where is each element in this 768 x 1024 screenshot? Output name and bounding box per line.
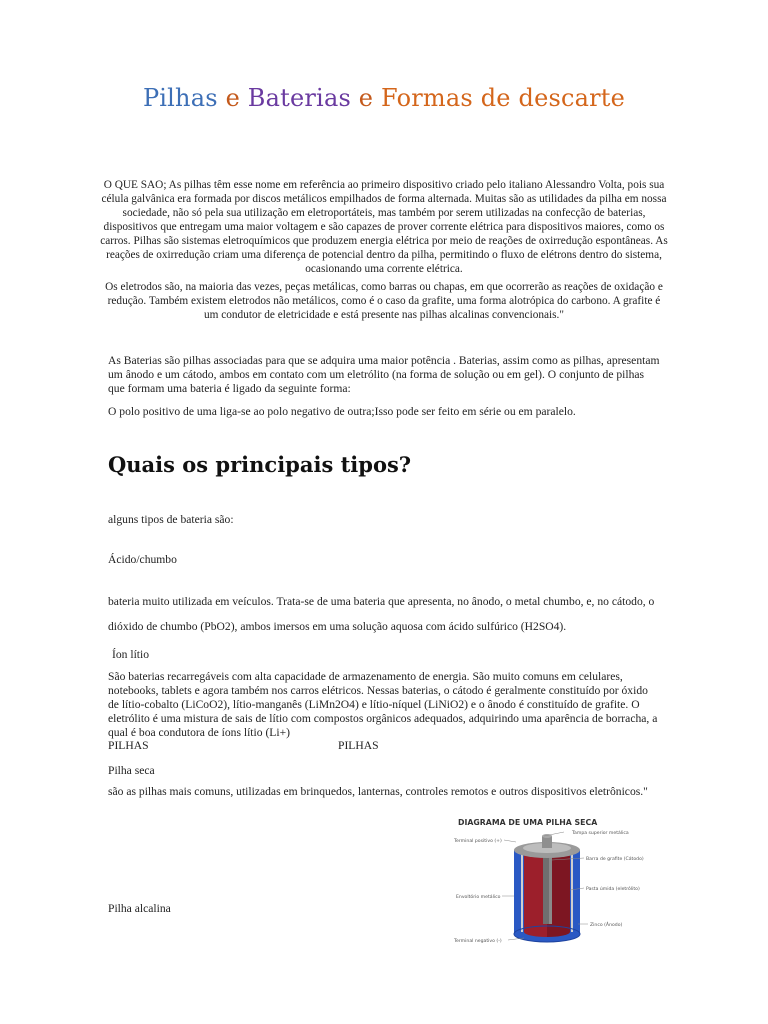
dry-cell-illustration xyxy=(514,834,580,942)
title-part-pilhas: Pilhas xyxy=(142,84,218,112)
title-part-baterias: Baterias xyxy=(247,84,351,112)
acido-text-line2: dióxido de chumbo (PbO2), ambos imersos em uma solução aquosa com ácido sulfúrico (H2SO4). xyxy=(108,620,567,633)
intro-paragraph-2: Os eletrodos são, na maioria das vezes, peças metálicas, como barras ou chapas, em que ocorrerão as reações de oxidação e redução. Também existem eletrodos não metálicos, como é o caso da grafite, uma forma alotrópica do carbono. A grafite é um condutor de eletricidade e está presente nas pilhas alcalinas convencionais." xyxy=(105,281,663,321)
dry-cell-diagram xyxy=(452,812,660,946)
section-heading: Quais os principais tipos? xyxy=(108,452,412,477)
baterias-paragraph: As Baterias são pilhas associadas para que se adquira uma maior potência . Baterias, assim como as pilhas, apresentam um ânodo e um cátodo, ambos em contato com um eletrólito (na forma de solução ou em gel). O conjunto de pilhas que formam uma bateria é ligado da seguinte forma: xyxy=(108,354,660,395)
label-pasta-umida: Pasta úmida (eletrólito) xyxy=(586,887,640,892)
label-terminal-positivo: Terminal positivo (+) xyxy=(454,839,502,844)
polo-paragraph: O polo positivo de uma liga-se ao polo negativo de outra;Isso pode ser feito em série ou em paralelo. xyxy=(108,405,576,418)
label-tampa: Tampa superior metálica xyxy=(572,831,629,836)
ion-title: Íon lítio xyxy=(112,648,150,661)
label-barra-grafite: Barra de grafite (Cátodo) xyxy=(586,857,644,862)
alcalina-title: Pilha alcalina xyxy=(108,902,171,915)
pilhas-label-left: PILHAS xyxy=(108,739,149,752)
seca-text: são as pilhas mais comuns, utilizadas em brinquedos, lanternas, controles remotos e outros dispositivos eletrônicos." xyxy=(108,785,648,798)
seca-title: Pilha seca xyxy=(108,764,155,777)
tipos-intro: alguns tipos de bateria são: xyxy=(108,513,234,526)
ion-text: São baterias recarregáveis com alta capacidade de armazenamento de energia. São muito comuns em celulares, notebooks, tablets e agora também nos carros elétricos. Nessas baterias, o cátodo é geralmente constituído por óxido de lítio-cobalto (LiCoO2), lítio-manganês (LiMn2O4) e lítio-níquel (LiNiO2) e o ânodo é constituído de grafite. O eletrólito é uma mistura de sais de lítio com compostos orgânicos adequados, adquirindo uma aparência de borracha, a qual é boa condutora de íons lítio (Li+) xyxy=(108,670,658,739)
title-part-descarte: Formas de descarte xyxy=(381,84,626,112)
page-title xyxy=(0,84,768,112)
label-envoltorio: Envoltório metálico xyxy=(456,895,501,900)
diagram-title: DIAGRAMA DE UMA PILHA SECA xyxy=(458,818,598,827)
title-sep: e xyxy=(217,84,248,112)
intro-paragraph-1: O QUE SAO; As pilhas têm esse nome em referência ao primeiro dispositivo criado pelo italiano Alessandro Volta, pois sua célula galvânica era formada por discos metálicos empilhados de forma alternada. Muitas são as utilidades da pilha em nossa sociedade, não só pela sua utilização em eletroportáteis, mas também por serem utilizadas na confecção de baterias, dispositivos que entregam uma maior voltagem e são capazes de prover corrente elétrica para dispositivos maiores, como os carros. Pilhas são sistemas eletroquímicos que produzem energia elétrica por meio de reações de oxirredução espontâneas. As reações de oxirredução criam uma diferença de potencial dentro da pilha, permitindo o fluxo de elétrons dentro do sistema, ocasionando uma corrente elétrica. xyxy=(100,179,668,275)
label-zinco: Zinco (Ânodo) xyxy=(590,923,623,928)
label-terminal-negativo: Terminal negativo (-) xyxy=(454,939,502,944)
title-sep: e xyxy=(350,84,382,112)
pilhas-label-right: PILHAS xyxy=(338,739,379,752)
acido-text-line1: bateria muito utilizada em veículos. Trata-se de uma bateria que apresenta, no ânodo, o metal chumbo, e, no cátodo, o xyxy=(108,595,655,608)
acido-title: Ácido/chumbo xyxy=(108,553,177,566)
